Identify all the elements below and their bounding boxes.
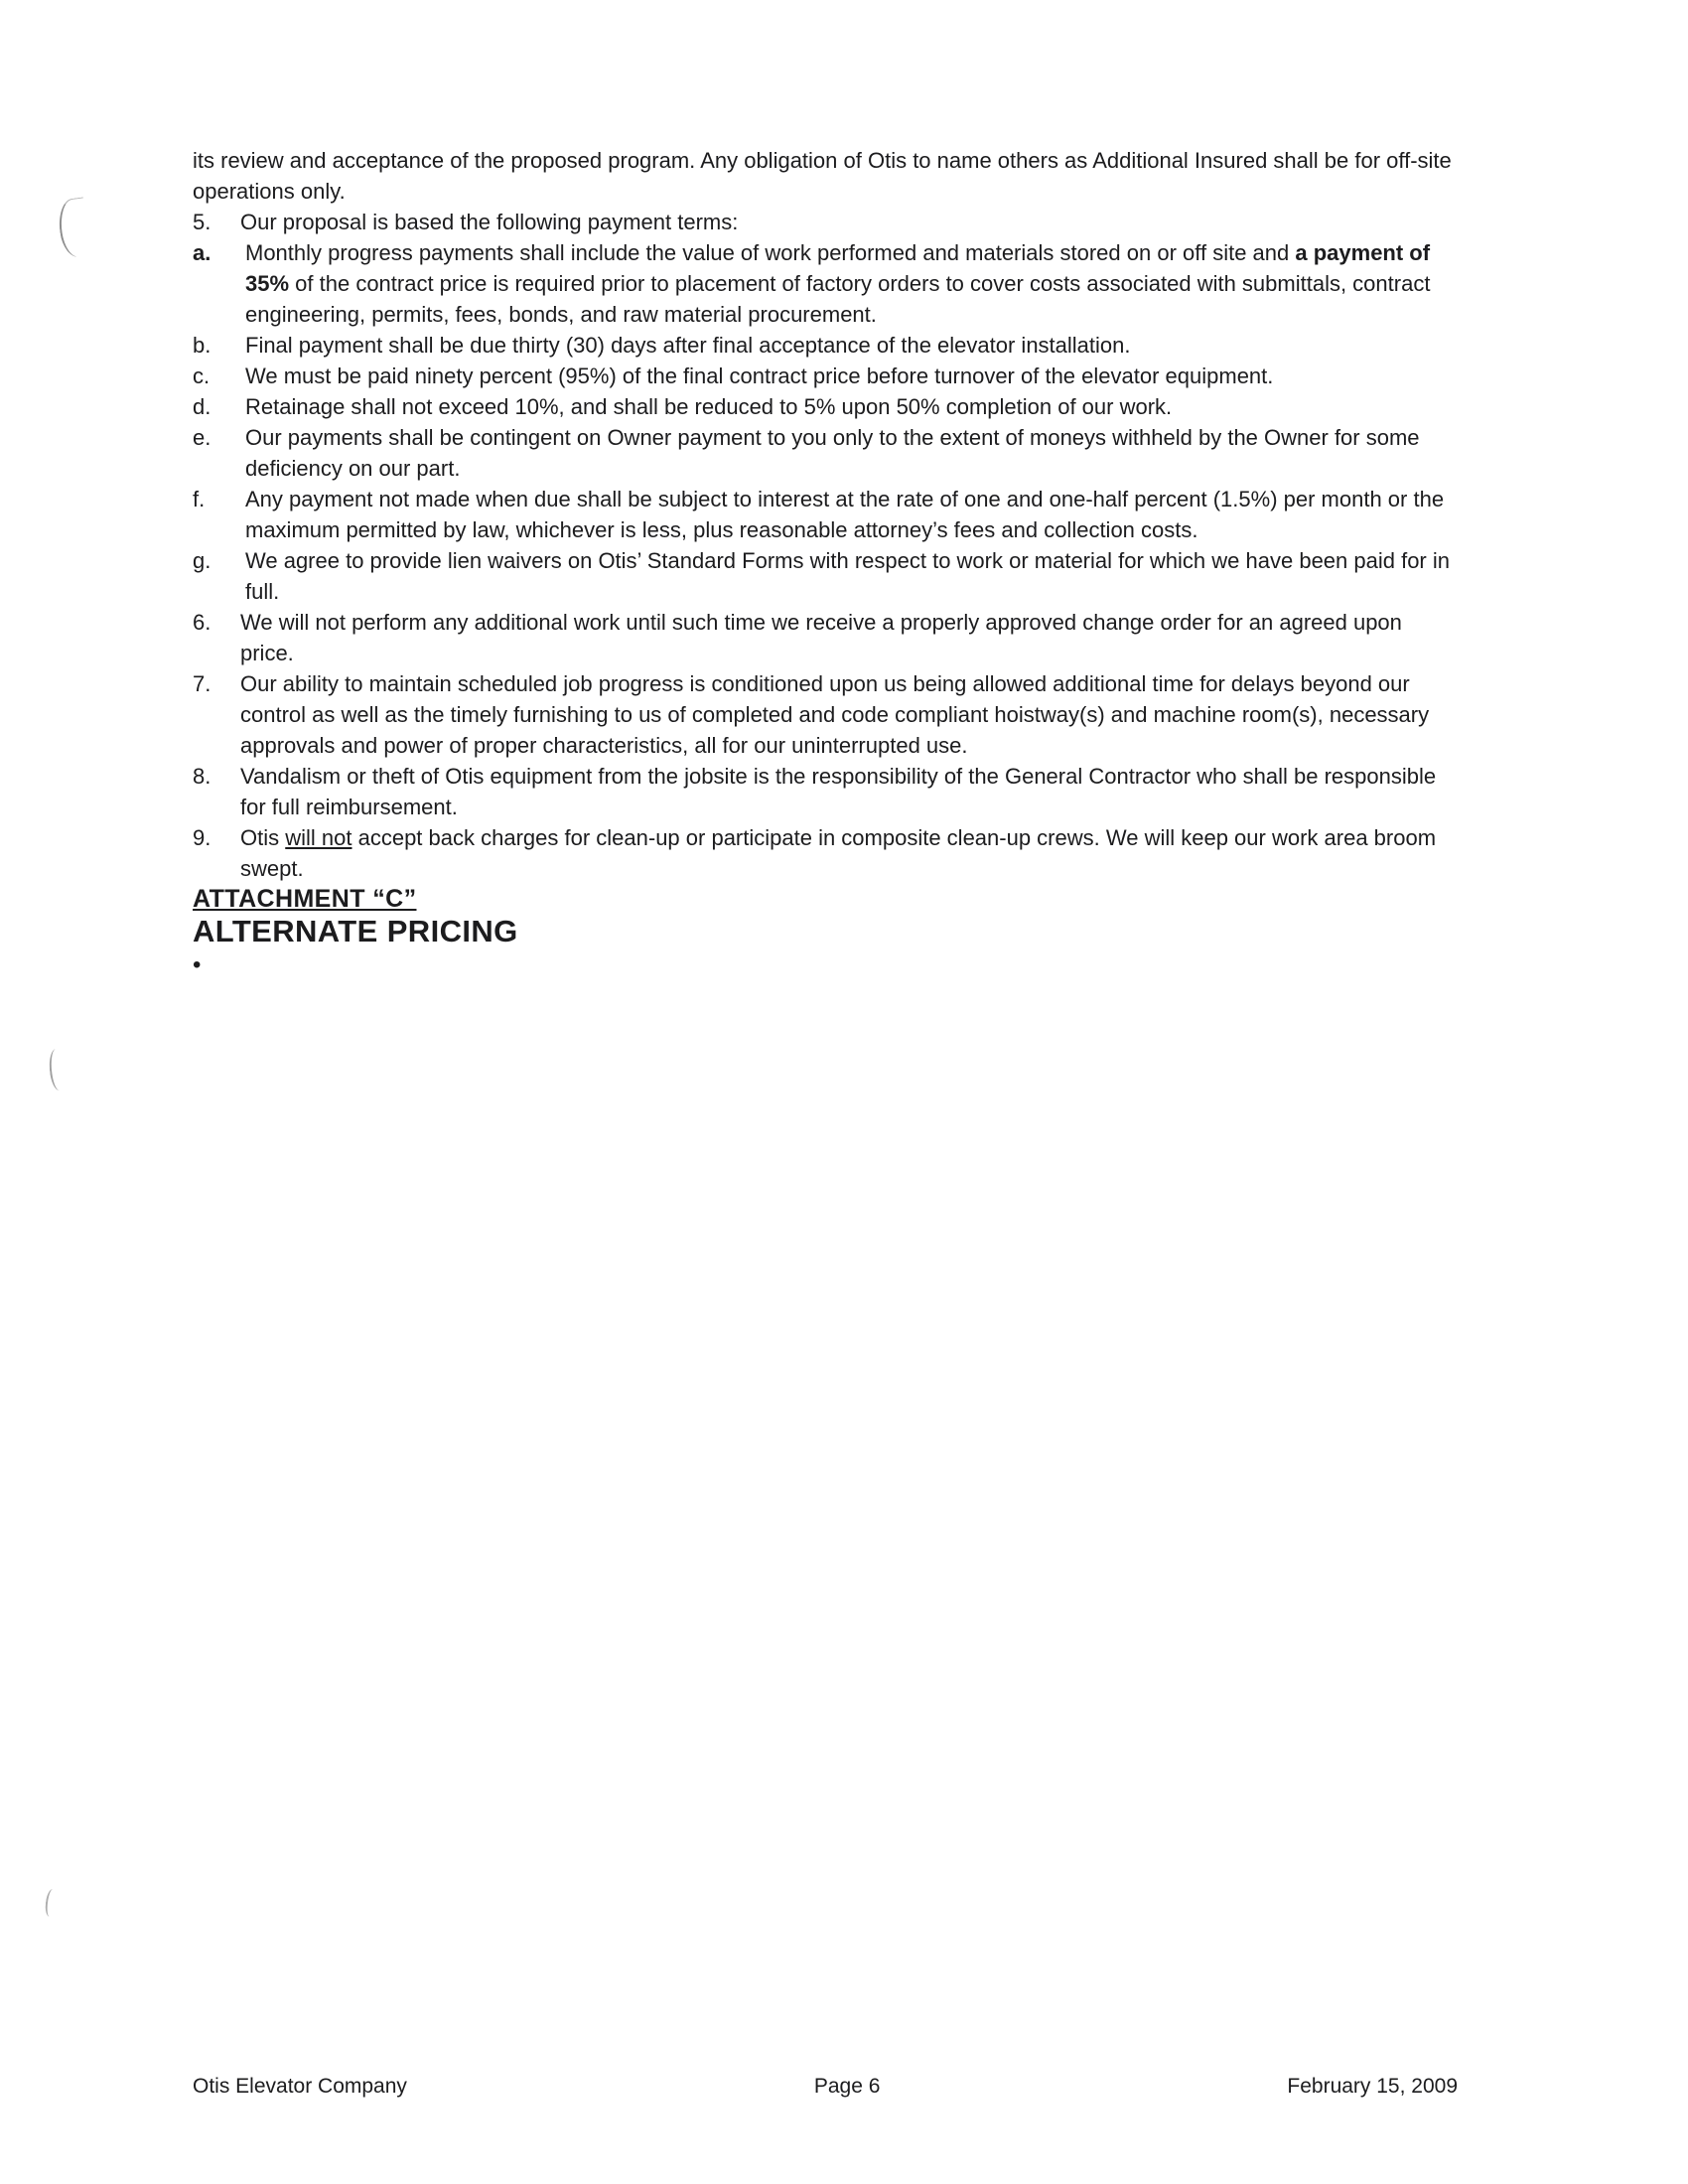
item-9-text-underlined: will not <box>285 825 352 850</box>
scan-artifact-middle <box>48 1048 68 1091</box>
item-8-number: 8. <box>193 764 211 789</box>
term-e-letter: e. <box>193 425 211 450</box>
term-f-text: Any payment not made when due shall be subject to interest at the rate of one and one-half percent (1.5%) per month or the maximum permitted by law, whichever is less, plus reasonable attorney’s fees and collection costs. <box>245 487 1445 542</box>
intro-continuation-paragraph: its review and acceptance of the proposed program. Any obligation of Otis to name others as Additional Insured shall be for off-site operations only. <box>193 148 1452 204</box>
list-item-5 <box>193 207 1460 237</box>
payment-term-a <box>193 237 1460 330</box>
term-c-text: We must be paid ninety percent (95%) of the final contract price before turnover of the elevator equipment. <box>245 364 1274 388</box>
payment-term-b <box>193 330 1460 361</box>
item-7-number: 7. <box>193 671 211 696</box>
term-a-text-start: Monthly progress payments shall include the value of work performed and materials stored on or off site and <box>245 240 1296 265</box>
item-9-text-end: accept back charges for clean-up or participate in composite clean-up crews. We will keep our work area broom swept. <box>240 825 1437 881</box>
term-a-text <box>245 237 1460 330</box>
payment-terms-list <box>193 237 1460 607</box>
attachment-c-heading: ATTACHMENT “C” <box>193 885 417 913</box>
item-7-text: Our ability to maintain scheduled job progress is conditioned upon us being allowed additional time for delays beyond our control as well as the timely furnishing to us of completed and code compliant hoistway(s) and machine room(s), necessary approvals and power of proper characteristics, all for our uninterrupted use. <box>240 671 1430 758</box>
footer-company-name: Otis Elevator Company <box>193 2075 407 2098</box>
list-item-9 <box>193 822 1460 884</box>
scan-artifact-bottom <box>44 1888 58 1917</box>
term-f-letter: f. <box>193 487 206 511</box>
list-item-7 <box>193 668 1460 761</box>
term-b-letter: b. <box>193 333 211 358</box>
term-a-letter: a. <box>193 240 211 265</box>
scan-artifact-top <box>56 197 91 258</box>
empty-bullet-point: • <box>193 951 202 978</box>
term-c-letter: c. <box>193 364 211 388</box>
payment-term-e <box>193 422 1460 484</box>
term-a-text-end: of the contract price is required prior to placement of factory orders to cover costs associated with submittals, contract engineering, permits, fees, bonds, and raw material procurement. <box>245 271 1431 327</box>
term-d-text: Retainage shall not exceed 10%, and shall be reduced to 5% upon 50% completion of our work. <box>245 394 1173 419</box>
term-e-text: Our payments shall be contingent on Owner payment to you only to the extent of moneys withheld by the Owner for some deficiency on our part. <box>245 425 1420 481</box>
term-b-text: Final payment shall be due thirty (30) days after final acceptance of the elevator installation. <box>245 333 1131 358</box>
payment-term-c <box>193 361 1460 391</box>
term-g-text: We agree to provide lien waivers on Otis’ Standard Forms with respect to work or material for which we have been paid for in full. <box>245 548 1450 604</box>
item-6-text: We will not perform any additional work until such time we receive a properly approved change order for an agreed upon price. <box>240 610 1402 665</box>
payment-term-f <box>193 484 1460 545</box>
alternate-pricing-heading: ALTERNATE PRICING <box>193 914 518 948</box>
item-8-text: Vandalism or theft of Otis equipment from the jobsite is the responsibility of the General Contractor who shall be responsible for full reimbursement. <box>240 764 1437 819</box>
payment-term-d <box>193 391 1460 422</box>
payment-term-g <box>193 545 1460 607</box>
footer-page-number: Page 6 <box>813 2075 881 2098</box>
item-6-number: 6. <box>193 610 211 635</box>
term-g-letter: g. <box>193 548 211 573</box>
footer-date: February 15, 2009 <box>1287 2075 1458 2098</box>
term-d-letter: d. <box>193 394 211 419</box>
page-footer <box>193 2074 1458 2100</box>
item-5-text: Our proposal is based the following payment terms: <box>240 210 739 234</box>
item-9-text-start: Otis <box>240 825 286 850</box>
item-5-number: 5. <box>193 210 211 234</box>
term-a-text-bold: a payment of 35% <box>245 240 1431 296</box>
list-item-8 <box>193 761 1460 822</box>
list-item-6 <box>193 607 1460 668</box>
item-9-text <box>240 822 1460 884</box>
item-9-number: 9. <box>193 825 211 850</box>
